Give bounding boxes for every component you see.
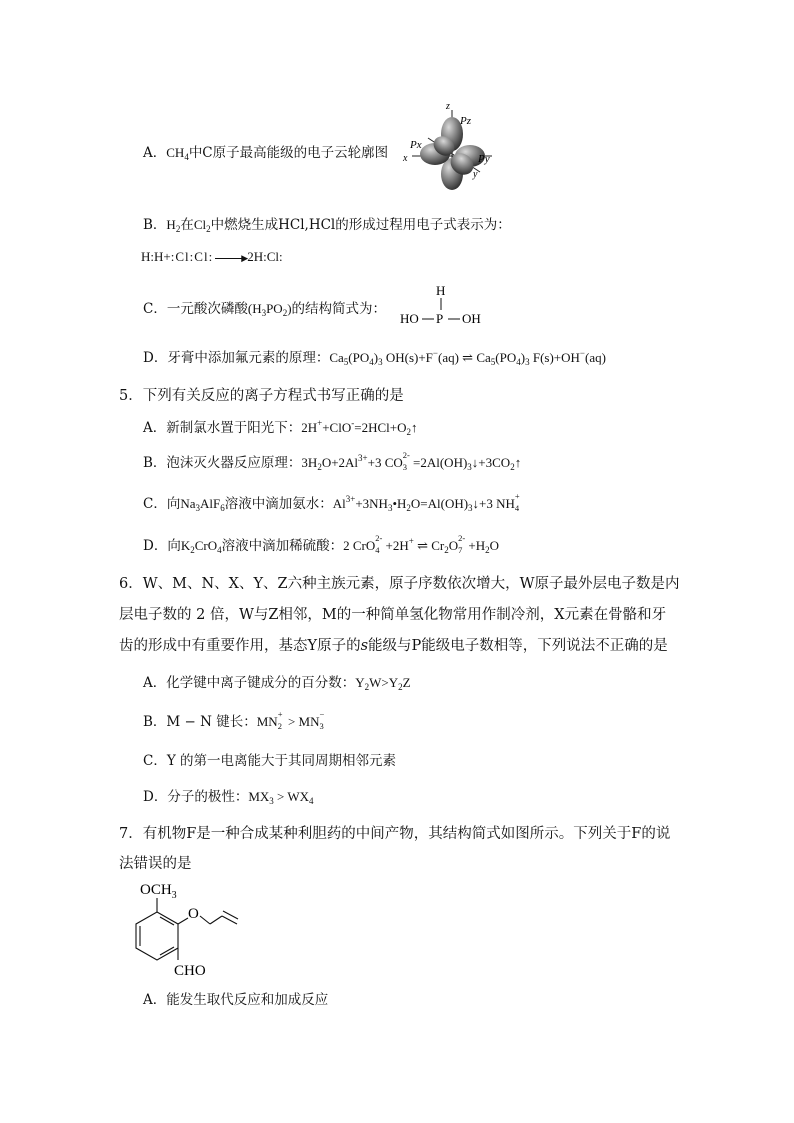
q6-d-formula: $MX_3 > WX_4$ [248,789,314,806]
q4-c-label: C． [143,301,167,317]
q5-d-text2: 溶液中滴加稀硫酸： [221,538,344,554]
q4-d-label: D． [143,350,168,366]
label-pz: Pz [460,115,471,127]
q4-c-text2: 的结构简式为： [291,301,387,317]
q4-option-a [143,141,388,162]
group-cho: CHO [174,963,206,979]
struct-h: H [436,283,446,298]
q6-option-a [143,671,411,692]
q6-option-d [143,785,314,806]
q4-d-equation: $Ca_5(PO_4)_3$ OH(s)+F−(aq) ⇌ $Ca_5(PO_4)_3$ F(s)+OH−(aq) [329,348,606,367]
q5-option-b [143,451,521,472]
group-och3: $OCH_3$ [140,882,177,901]
p-orbital-diagram [400,100,510,195]
reaction-arrow: ▶ [215,258,245,259]
q6-a-formula: $Y_2W>Y_2Z$ [355,675,411,692]
q6-d-text: 分子的极性： [167,789,249,805]
eq-cl-product: :Cl: [263,249,283,264]
q5-d-k2cro4: $K_2CrO_4$ [180,538,222,555]
q4-b-electron-equation [141,249,283,265]
q4-a-formula: $CH_4$ [166,145,189,162]
q7-a-label: A． [143,992,167,1008]
eq-h-h: H:H+ [141,249,171,264]
hypophosphorous-structure [398,282,488,330]
q5-d-equation: 2 CrO 2- 4 +2H+ ⇌ $Cr_2O$ 2- 7 $+H_2O$ [343,533,499,555]
label-py: Py [478,153,490,165]
q5-option-d [143,534,499,555]
eq-2h: 2H [247,249,264,264]
struct-oh: OH [462,311,481,326]
q5-a-text: 新制氯水置于阳光下： [166,420,302,436]
group-o: O [188,906,199,922]
struct-ho: HO [400,311,419,326]
q5-c-text1: 向 [166,496,181,512]
q6-stem-line2: 层电子数的 2 倍，W与Z相邻，M的一种简单氢化物常用作制冷剂，X元素在骨骼和牙 [119,607,667,623]
q6-b-text: M − N 键长： [166,714,257,730]
q5-a-equation: $2H^++ClO^-=2HCl+O_2↑$ [301,418,418,437]
q6-option-c [143,749,396,769]
compound-f-structure [118,878,258,978]
q7-stem-line1: 7．有机物F是一种合成某种利胆药的中间产物，其结构简式如图所示。下列关于F的说 [119,826,671,842]
q4-b-label: B． [143,217,167,233]
q5-a-label: A． [143,420,167,436]
struct-p: P [436,311,444,326]
q5-c-text2: 溶液中滴加氨水： [224,496,333,512]
q6-c-text: Y 的第一电离能大于其同周期相邻元素 [166,753,397,769]
q4-b-h2: $H_2$ [166,217,181,234]
equilibrium-arrow: ⇌ [462,350,474,365]
q4-option-b [143,213,511,234]
q5-c-label: C． [143,496,167,512]
q5-d-label: D． [143,538,168,554]
label-px: Px [410,139,422,151]
label-x: x [403,153,408,164]
q7-a-text: 能发生取代反应和加成反应 [166,992,329,1008]
q6-a-label: A． [143,675,167,691]
q5-c-equation: $Al^{3+}+3NH_3•H_2O=Al(OH)_3↓+3$ NH + 4 [332,491,520,513]
q4-d-text: 牙膏中添加氟元素的原理： [167,350,330,366]
q4-a-text: 中C原子最高能级的电子云轮廓图 [188,145,389,161]
q4-b-text: 中燃烧生成HCl,HCl的形成过程用电子式表示为： [210,217,511,233]
q4-c-text1: 一元酸次磷酸 [166,301,248,317]
q6-stem-line1: 6．W、M、N、X、Y、Z六种主族元素，原子序数依次增大，W原子最外层电子数是内 [119,576,680,592]
q7-stem-line2: 法错误的是 [119,856,192,872]
q6-c-label: C． [143,753,167,769]
q4-option-c [143,297,386,318]
eq-cl-cl: :Cl:Cl: [170,249,214,264]
q6-b-label: B． [143,714,167,730]
q5-option-c [143,492,522,513]
q4-a-label: A． [143,145,167,161]
q5-option-a [143,416,417,437]
q5-c-na3alf6: $Na_3AlF_6$ [180,496,225,513]
equilibrium-arrow-2: ⇌ [417,538,428,553]
q4-b-in: 在 [180,217,194,233]
q7-option-a [143,988,328,1008]
q5-b-equation: $3H_2O+2Al^{3+}+3$ CO 2- 3 $=2Al(OH)_3↓+3CO_2↑$ [301,450,522,472]
q4-b-cl2: $Cl_2$ [193,217,211,234]
q5-d-text1: 向 [167,538,181,554]
q4-option-d [143,346,606,367]
q5-b-text: 泡沫灭火器反应原理： [166,455,302,471]
q5-b-label: B． [143,455,167,471]
label-y: y [473,169,478,180]
q6-a-text: 化学键中离子键成分的百分数： [166,675,356,691]
q5-stem: 5．下列有关反应的离子方程式书写正确的是 [119,388,404,404]
q6-stem-line3: 齿的形成中有重要作用，基态Y原子的s能级与P能级电子数相等，下列说法不正确的是 [119,638,668,654]
q6-option-b [143,710,326,730]
q6-d-label: D． [143,789,168,805]
q6-b-formula: MN + 2 > MN − 3 [256,709,325,731]
q4-c-formula: $(H_3PO_2)$ [247,301,292,318]
label-z: z [446,101,450,112]
